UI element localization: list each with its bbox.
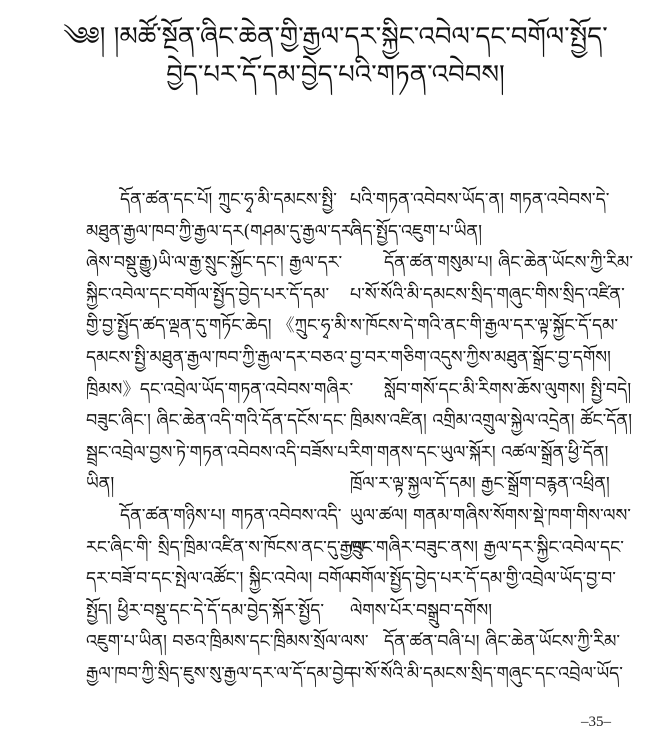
text-line: འཇུག་པ་ཡིན། བཅའ་ཁྲིམས་དང་ཁྲིམས་སྲོལ་ལས་ xyxy=(86,632,369,653)
text-line: རང་ཞིང་གི་ སྲིད་ཁྲིམ་འཛིན་ས་ཁོངས་ནང་དུ་རྒྱལ་ xyxy=(86,537,369,558)
text-line: མཐུན་རྒྱལ་ཁབ་ཀྱི་རྒྱལ་དར(གཤམ་དུ་རྒྱལ་དར་ xyxy=(86,221,356,242)
text-line: པ་སོ་སོའི་མི་དམངས་སྲིད་གཞུང་དང་འབྲེལ་ཡོད་ xyxy=(350,663,623,684)
right-text-column xyxy=(350,185,634,691)
text-line: དོན་ཚན་གཉིས་པ། གཏན་འབེབས་འདི་ xyxy=(120,505,342,526)
title-line-2: བྱེད་པར་དོ་དམ་བྱེད་པའི་གཏན་འབེབས། xyxy=(166,60,505,90)
text-line: ཁྲོལ་ར་ལྟ་སྐྱལ་དོ་དམ། རྒྱང་སྒྲོག་བརྙན་འཕྲིན། xyxy=(350,474,610,495)
text-line: སློབ་གསོ་དང་མི་རིགས་ཆོས་ལུགས། སྤྱི་བདེ། xyxy=(384,379,632,400)
text-line: བཟུང་ཞིང་། ཞིང་ཆེན་འདི་གའི་དོན་དངོས་དང་ xyxy=(86,411,347,432)
text-line: སྐྱིང་འབེལ་དང་བགོལ་སྤྱོད་བྱེད་པར་དོ་དམ་ xyxy=(86,284,330,305)
text-line: ཡུལ་ཚལ། གནམ་གཞིས་སོགས་སྡེ་ཁག་གིས་ལས་ xyxy=(350,505,631,526)
text-line: གྱི་བྱ་སྤྱོད་ཚད་ལྡན་དུ་གཏོང་ཆེད། 《ཀྲུང་ཧྭ་མི་ xyxy=(86,316,351,337)
text-line: སྤྱོད། ཕྱིར་བསྡུ་དང་དེ་དོ་དམ་བྱེད་སྐོར་སྤྱོད་ xyxy=(86,600,325,621)
text-line: རིག་གནས་དང་ཡུལ་སྐོར། འཚལ་སྒྲོན་ཕྱི་དོན། xyxy=(350,442,609,463)
text-line: པའི་གཏན་འབེབས་ཡོད་ན། གཏན་འབེབས་དེ་ xyxy=(350,190,610,210)
text-line: དོན་ཚན་བཞི་པ། ཞིང་ཆེན་ཡོངས་ཀྱི་རིམ་ xyxy=(384,632,621,653)
text-line: དམངས་སྤྱི་མཐུན་རྒྱལ་ཁབ་ཀྱི་རྒྱལ་དར་བཅའ་ xyxy=(86,347,348,368)
document-title xyxy=(20,18,651,94)
text-line: ཁྲིམས་འཛིན། འགྲིམ་འགྲུལ་སྐྱེལ་འདྲེན། ཚོང་དོན། xyxy=(350,411,632,432)
text-line: ཡིན། xyxy=(86,474,115,495)
text-line: རྒྱལ་ཁབ་ཀྱི་སྲིད་ཇུས་སུ་རྒྱལ་དར་ལ་དོ་དམ་བྱེད་ xyxy=(86,663,358,684)
page-number: –35– xyxy=(581,714,611,730)
text-line: བྱ་བར་གཅིག་འདུས་ཀྱིས་མཐུན་སྒྲོང་བྱ་དགོས། xyxy=(350,347,611,368)
text-line: ཞེས་བསྡུ་རྒྱུ)ཡི་ལ་རྒྱ་སྲུང་སྐྱོང་དང་། རྒྱལ་དར་ xyxy=(86,253,343,274)
text-line: དོན་ཚན་གསུམ་པ། ཞིང་ཆེན་ཡོངས་ཀྱི་རིམ་ xyxy=(384,253,634,274)
text-line: ས་ཁོངས་དེ་གའི་ནང་གི་རྒྱལ་དར་ལྟ་སྐྱོང་དོ་དམ་ xyxy=(350,316,619,337)
text-line: བགོལ་སྤྱོད་བྱེད་པར་དོ་དམ་གྱི་འབྲེལ་ཡོད་བྱ་བ་ xyxy=(350,569,616,590)
text-line: དར་བཟོ་བ་དང་སྤེལ་འཚོང་། སྐྱིང་འབེལ། བགོལ་ xyxy=(86,569,358,590)
text-line: ཁྲིམས》དང་འབྲེལ་ཡོད་གཏན་འབེབས་གཞིར་ xyxy=(86,379,354,400)
text-line: པ་སོ་སོའི་མི་དམངས་སྲིད་གཞུང་གིས་སྲིད་འཛིན་ xyxy=(350,284,625,305)
text-line: སྦྲང་འབྲེལ་བྱས་ཏེ་གཏན་འབེབས་འདི་བཟོས་པ་ xyxy=(86,442,353,463)
text-line: ཁྲུང་གཞིར་བཟུང་ནས། རྒྱལ་དར་སྐྱིང་འབེལ་དང་ xyxy=(350,537,624,558)
left-text-column xyxy=(86,185,369,691)
text-line: དོན་ཚན་དང་པོ། ཀྲུང་ཧྭ་མི་དམངས་སྤྱི་ xyxy=(120,190,337,210)
text-line: ཞིད་སྤྱོད་འཇུག་པ་ཡིན། xyxy=(350,221,482,242)
title-line-1: ༄༅། །མཚོ་སྔོན་ཞིང་ཆེན་གྱི་རྒྱལ་དར་སྐྱིང་འབེལ་དང་བགོལ་སྤྱོད་ xyxy=(63,22,608,52)
text-line: ལེགས་པོར་བསྒྲུབ་དགོས། xyxy=(350,600,493,621)
